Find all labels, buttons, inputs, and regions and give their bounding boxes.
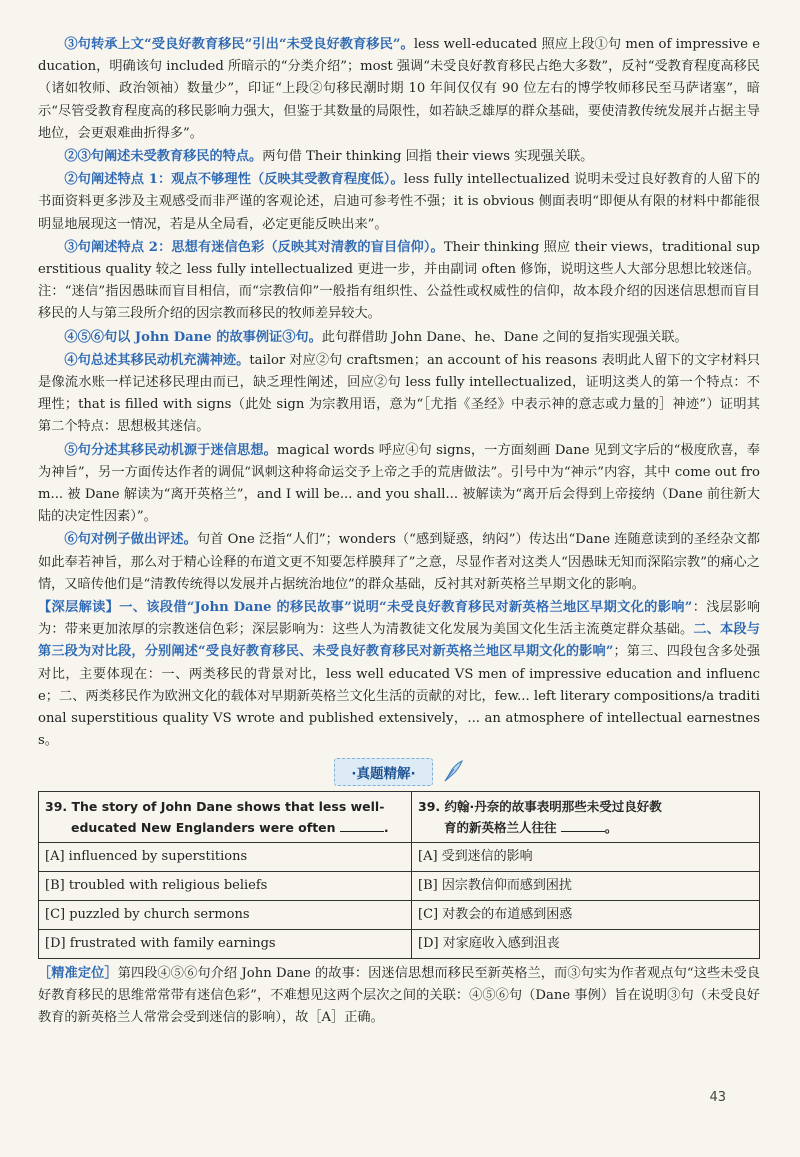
- paragraph-lead: ③句转承上文“受良好教育移民”引出“未受良好教育移民”。: [64, 37, 414, 52]
- paragraph-body: 句首 One 泛指“人们”；wonders（“感到疑惑，纳闷”）传达出“Dane 连随意读到的圣经杂文都如此奉若神旨，那么对于精心诠释的布道文更不知要怎样膜拜了”之意，尽显作者对这类人“因愚昧无知而深陷宗教”的痛心之情，又暗传他们是“清教传统得以发展并占据统治地位”的群众基础，反衬其对新英格兰早期文化的影响。: [38, 532, 760, 592]
- paragraph-5: [38, 327, 760, 349]
- option-a-en: [A] influenced by superstitions: [39, 842, 412, 871]
- paragraph-body: less well-educated 照应上段①句 men of impressive education，明确该句 included 所暗示的“分类介绍”；most 强调“未受良好教育移民占绝大多数”，反衬“受教育程度高移民（诸如牧师、政治领袖）数量少”，印证“上段②句移民潮时期 10 年间仅仅有 90 位左右的博学牧师移民至马萨诸塞”，暗示“尽管受教育程度高的移民影响力强大，但鉴于其数量的局限性，如若缺乏雄厚的群众基础，要使清教传统发展并占据主导地位，会更艰难曲折得多”。: [38, 37, 760, 141]
- deep-reading-text-1: ：浅层影响为：带来更加浓厚的宗教迷信色彩；深层影响为：这些人为清教徒文化发展为美国文化生活主流奠定群众基础。: [38, 600, 761, 638]
- paragraph-lead: ②句阐述特点 1：观点不够理性（反映其受教育程度低）。: [64, 172, 404, 188]
- paragraph-6: [38, 350, 760, 439]
- paragraph-1: [38, 34, 760, 145]
- paragraph-lead: ③句阐述特点 2：思想有迷信色彩（反映其对清教的盲目信仰）。: [64, 239, 444, 255]
- option-row-b: [39, 871, 760, 900]
- banner-title: ·真题精解·: [334, 758, 432, 786]
- answer-blank: [561, 819, 605, 832]
- option-row-d: [39, 929, 760, 958]
- deep-reading-heading-2: 二、本段与第三段为对比段，分别阐述“受良好教育移民、未受良好教育移民对新英格兰地区早期文化的影响”: [38, 622, 760, 660]
- paragraph-lead: ②③句阐述未受教育移民的特点。: [64, 149, 263, 165]
- paragraph-4: [38, 237, 760, 326]
- answer-explanation: [38, 963, 760, 1030]
- paragraph-lead: ⑤句分述其移民动机源于迷信思想。: [64, 442, 277, 458]
- answer-label: ［精准定位］: [38, 965, 118, 981]
- answer-text: 第四段④⑤⑥句介绍 John Dane 的故事：因迷信思想而移民至新英格兰，而③句实为作者观点句“这些未受良好教育移民的思维常常带有迷信色彩”，不难想见这两个层次之间的关联：④⑤⑥句（Dane 事例）旨在说明③句（未受良好教育的新英格兰人常常会受到迷信的影响），故［A］正确。: [38, 965, 760, 1025]
- section-banner: [38, 758, 760, 786]
- option-row-c: [39, 900, 760, 929]
- option-b-zh: [B] 因宗教信仰而感到困扰: [412, 871, 760, 900]
- question-stem-zh: 39. 约翰·丹奈的故事表明那些未受过良好教 育的新英格兰人往往 。: [412, 791, 760, 842]
- question-table: [38, 791, 760, 959]
- paragraph-body: 此句群借助 John Dane、he、Dane 之间的复指实现强关联。: [321, 329, 688, 345]
- paragraph-8: [38, 529, 760, 596]
- page-number: 43: [709, 1090, 726, 1105]
- paragraph-7: [38, 440, 760, 529]
- option-c-en: [C] puzzled by church sermons: [39, 900, 412, 929]
- paragraph-body: tailor 对应②句 craftsmen；an account of his reasons 表明此人留下的文字材料只是像流水账一样记述移民理由而已，缺乏理性阐述，回应②句 less fully intellectualized，证明这类人的第一个特点：不理性；that is filled with signs（此处 sign 为宗教用语，意为“［尤指《圣经》中表示神的意志或力量的］神迹”）证明其第二个特点：思想极其迷信。: [38, 352, 760, 435]
- deep-reading-text-2: ；第三、四段包含多处强对比，主要体现在：一、两类移民的背景对比，less well educated VS men of impressive education and influence；二、两类移民作为欧洲文化的载体对早期新英格兰文化生活的贡献的对比，few... left literary compositions/a traditional superstitious quality VS wrote and published extensively，... an atmosphere of intellectual earnestness。: [38, 644, 761, 749]
- option-a-zh: [A] 受到迷信的影响: [412, 842, 760, 871]
- paragraph-body: magical words 呼应④句 signs，一方面刻画 Dane 见到文字后的“极度欣喜，奉为神旨”，另一方面传达作者的调侃“讽刺这种将命运交予上帝之手的荒唐做法”。引号中为“神示”内容，其中 come out from... 被 Dane 解读为“离开英格兰”，and I will be... and you shall... 被解读为“离开后会得到上帝接纳（Dane 前往新大陆的决定性因素）”。: [38, 442, 760, 525]
- deep-reading-heading-1: 一、该段借“John Dane 的移民故事”说明“未受良好教育移民对新英格兰地区早期文化的影响”: [119, 600, 693, 616]
- paragraph-lead: ⑥句对例子做出评述。: [64, 532, 197, 548]
- paragraph-lead: ④句总述其移民动机充满神迹。: [64, 352, 250, 368]
- option-d-en: [D] frustrated with family earnings: [39, 929, 412, 958]
- quill-pen-icon: [442, 759, 464, 787]
- option-c-zh: [C] 对教会的布道感到困惑: [412, 900, 760, 929]
- paragraph-body: less fully intellectualized 说明未受过良好教育的人留下的书面资料更多涉及主观感受而非严谨的客观论述，启迪可参考性不强；it is obvious 侧面表明“即便从有限的材料中都能很明显地展现这一情况，若是从全局看，必定更能反映出来”。: [38, 172, 760, 232]
- option-row-a: [39, 842, 760, 871]
- answer-blank: [340, 819, 384, 832]
- paragraph-2: [38, 146, 760, 168]
- paragraph-lead: ④⑤⑥句以 John Dane 的故事例证③句。: [64, 329, 322, 345]
- paragraph-body: 两句借 Their thinking 回指 their views 实现强关联。: [262, 149, 594, 165]
- paragraph-3: [38, 169, 760, 236]
- paragraph-body: Their thinking 照应 their views，traditional superstitious quality 较之 less fully intellectualized 更进一步，并由副词 often 修饰，说明这些人大部分思想比较迷信。注：“迷信”指因愚昧而盲目相信，而“宗教信仰”一般指有组织性、公益性或权威性的信仰，故本段介绍的因迷信思想而盲目移民的人与第三段所介绍的因宗教而移民的牧师差异较大。: [38, 239, 760, 322]
- deep-reading: [38, 597, 760, 752]
- option-b-en: [B] troubled with religious beliefs: [39, 871, 412, 900]
- deep-reading-label: 【深层解读】: [38, 600, 120, 616]
- option-d-zh: [D] 对家庭收入感到沮丧: [412, 929, 760, 958]
- question-stem-en: 39. The story of John Dane shows that less well- educated New Englanders were often .: [39, 791, 412, 842]
